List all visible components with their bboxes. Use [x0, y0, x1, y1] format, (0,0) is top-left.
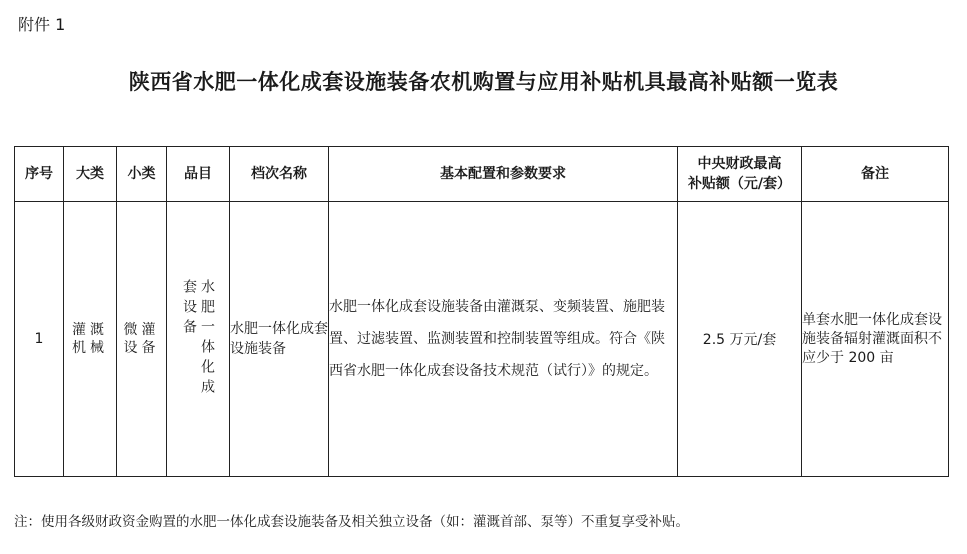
cell-grade-name: 水肥一体化成套设施装备 [230, 202, 329, 477]
table-header-row [15, 147, 949, 202]
cell-major-text: 灌溉机械 [72, 322, 108, 356]
cell-note: 单套水肥一体化成套设施装备辐射灌溉面积不应少于 200 亩 [802, 202, 949, 477]
header-seq: 序号 [15, 147, 64, 202]
cell-minor-category [117, 202, 167, 477]
cell-major-category [64, 202, 117, 477]
cell-config: 水肥一体化成套设施装备由灌溉泵、变频装置、施肥装置、过滤装置、监测装置和控制装置等组成。符合《陕西省水肥一体化成套设备技术规范（试行）》的规定。 [329, 202, 678, 477]
cell-item [167, 202, 230, 477]
cell-minor-text: 微灌设备 [123, 322, 160, 356]
attachment-label: 附件 1 [18, 15, 66, 34]
header-item: 品目 [167, 147, 230, 202]
header-subsidy [678, 147, 802, 202]
header-note: 备注 [802, 147, 949, 202]
header-subsidy-line1: 中央财政最高 [697, 156, 782, 172]
footnote: 注：使用各级财政资金购置的水肥一体化成套设施装备及相关独立设备（如：灌溉首部、泵等）不重复享受补贴。 [14, 514, 689, 530]
header-subsidy-line2: 补贴额（元/套） [687, 176, 792, 192]
document-title: 陕西省水肥一体化成套设施装备农机购置与应用补贴机具最高补贴额一览表 [128, 70, 839, 94]
header-major-category: 大类 [64, 147, 117, 202]
cell-subsidy: 2.5 万元/套 [678, 202, 802, 477]
subsidy-table [14, 146, 949, 477]
header-config: 基本配置和参数要求 [329, 147, 678, 202]
cell-seq: 1 [15, 202, 64, 477]
cell-item-text: 水肥一体化成套设备 [181, 279, 215, 399]
table-row [15, 202, 949, 477]
header-grade-name: 档次名称 [230, 147, 329, 202]
header-minor-category: 小类 [117, 147, 167, 202]
